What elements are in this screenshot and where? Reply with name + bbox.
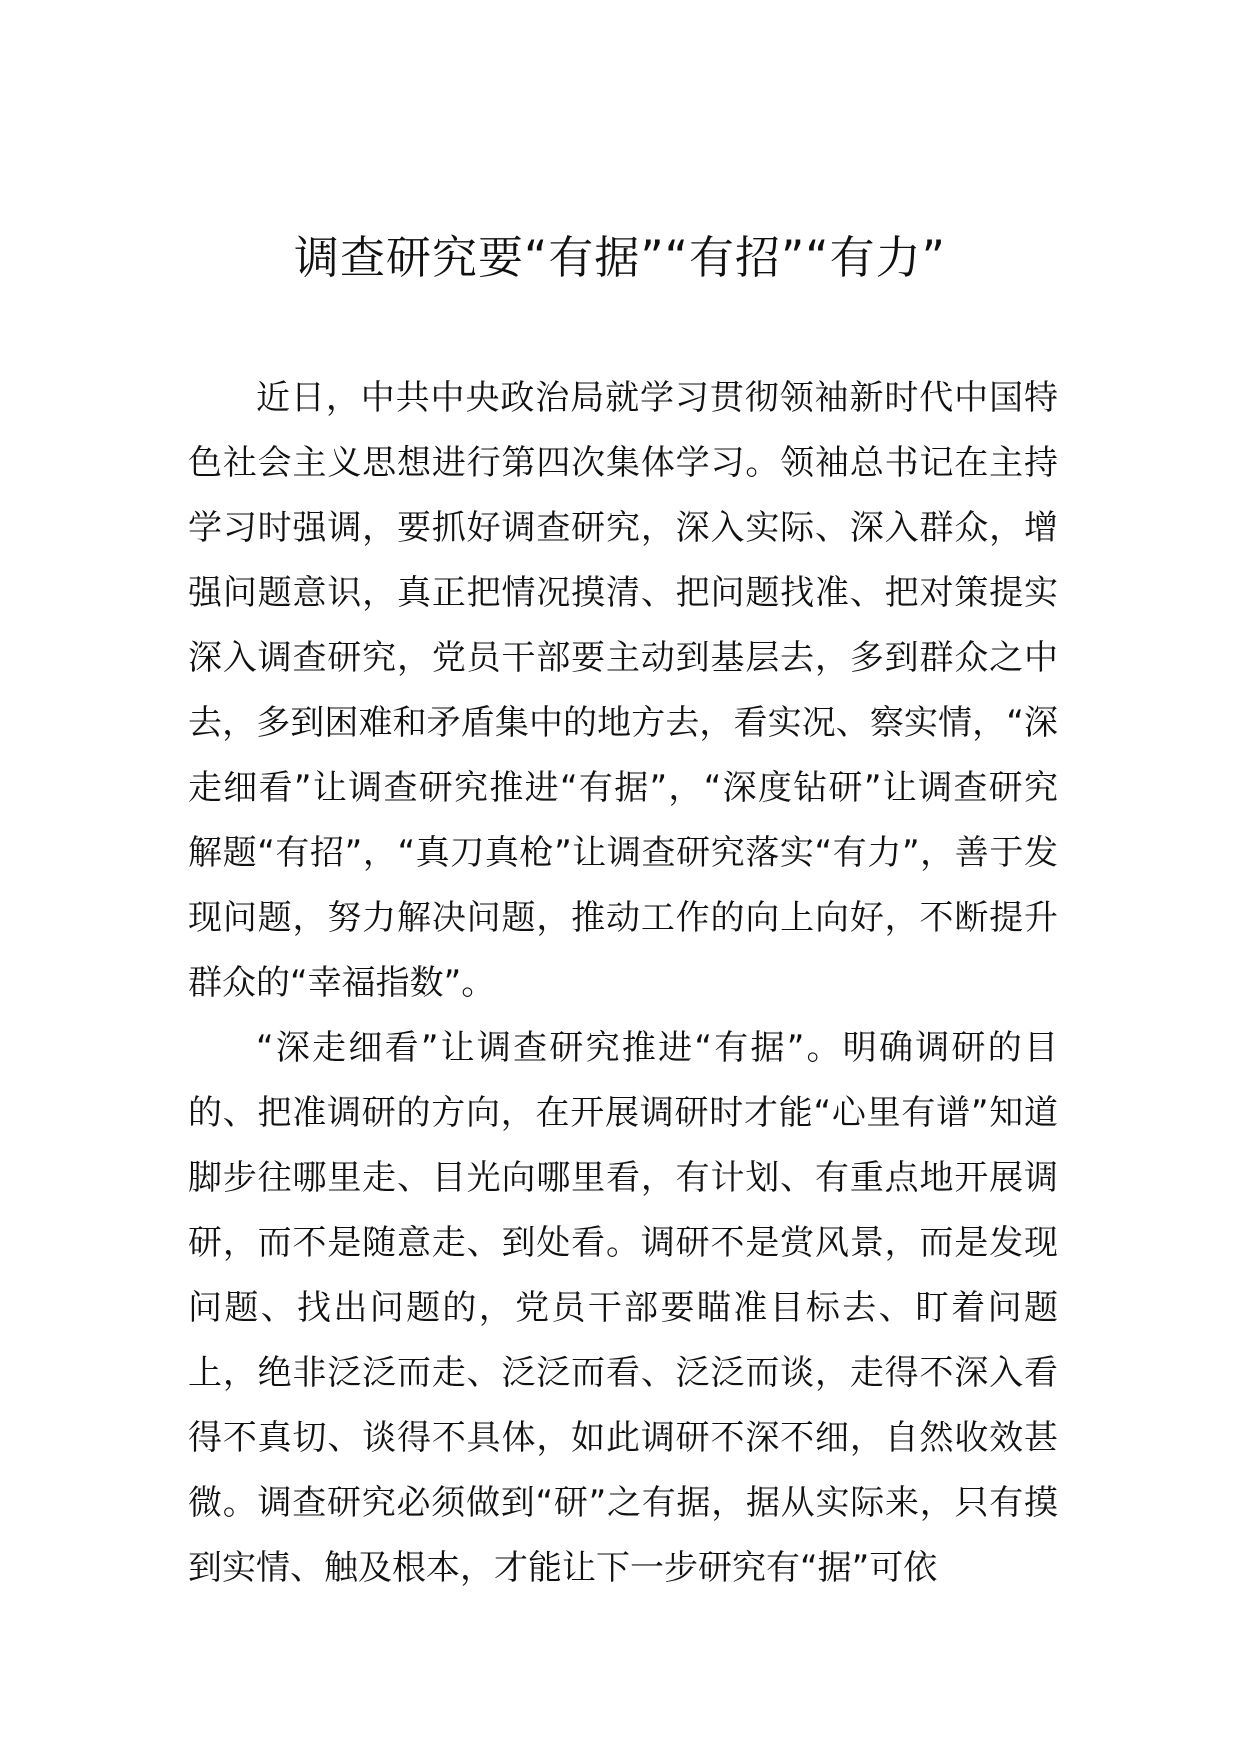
document-body xyxy=(188,366,1058,1601)
document-title: 调查研究要“有据”“有招”“有力” xyxy=(294,231,946,284)
paragraph-1: 近日，中共中央政治局就学习贯彻领袖新时代中国特色社会主义思想进行第四次集体学习。领袖总书记在主持学习时强调，要抓好调查研究，深入实际、深入群众，增强问题意识，真正把情况摸清、把问题找准、把对策提实深入调查研究，党员干部要主动到基层去，多到群众之中去，多到困难和矛盾集中的地方去，看实况、察实情，“深走细看”让调查研究推进“有据”，“深度钻研”让调查研究解题“有招”，“真刀真枪”让调查研究落实“有力”，善于发现问题，努力解决问题，推动工作的向上向好，不断提升群众的“幸福指数”。 xyxy=(188,378,1058,1003)
paragraph-2: “深走细看”让调查研究推进“有据”。明确调研的目的、把准调研的方向，在开展调研时才能“心里有谱”知道脚步往哪里走、目光向哪里看，有计划、有重点地开展调研，而不是随意走、到处看。调研不是赏风景，而是发现问题、找出问题的，党员干部要瞄准目标去、盯着问题上，绝非泛泛而走、泛泛而看、泛泛而谈，走得不深入看得不真切、谈得不具体，如此调研不深不细，自然收效甚微。调查研究必须做到“研”之有据，据从实际来，只有摸到实情、触及根本，才能让下一步研究有“据”可依 xyxy=(188,1028,1058,1588)
